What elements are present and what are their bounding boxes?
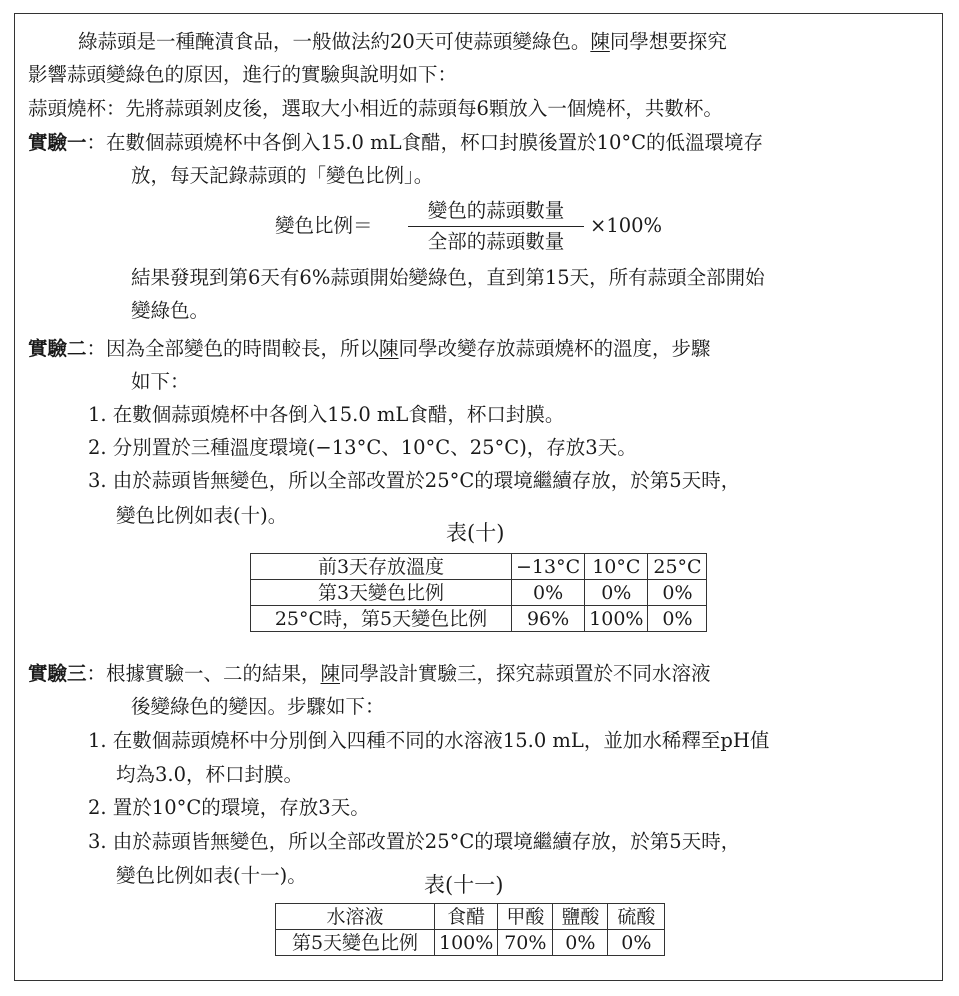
formula-lhs: 變色比例＝ (275, 214, 373, 237)
table-11-caption: 表(十一) (424, 873, 504, 897)
table-cell: 25°C時，第5天變色比例 (251, 606, 512, 632)
table-row (251, 606, 707, 632)
table-cell: 水溶液 (276, 904, 435, 930)
table-cell: 96% (512, 606, 585, 632)
exp2-label: 實驗二 (28, 337, 87, 360)
table-cell: 0% (585, 580, 648, 606)
table-cell: 0% (648, 606, 707, 632)
table-cell: 0% (648, 580, 707, 606)
table-row (276, 904, 665, 930)
exp1-line-2: 放，每天記錄蒜頭的「變色比例」。 (131, 164, 434, 187)
table-10 (250, 553, 707, 632)
exp3-line-1: 實驗三：根據實驗一、二的結果，陳同學設計實驗三，探究蒜頭置於不同水溶液 (28, 662, 711, 685)
formula-fraction (408, 198, 584, 255)
exp2-line-2: 如下： (131, 370, 190, 393)
table-10-caption: 表(十) (446, 521, 505, 545)
table-cell: 前3天存放溫度 (251, 554, 512, 580)
intro-line-2: 影響蒜頭變綠色的原因，進行的實驗與說明如下： (28, 63, 458, 86)
student-name: 陳 (590, 30, 610, 53)
table-cell: 食醋 (435, 904, 498, 930)
exp1-result-2: 變綠色。 (131, 299, 210, 322)
table-cell: 100% (585, 606, 648, 632)
table-row (251, 580, 707, 606)
table-cell: 硫酸 (608, 904, 665, 930)
table-cell: 0% (608, 930, 665, 956)
table-cell: −13°C (512, 554, 585, 580)
exp3-line-2: 後變綠色的變因。步驟如下： (131, 695, 385, 718)
exp3-label: 實驗三 (28, 662, 87, 685)
table-cell: 100% (435, 930, 498, 956)
table-cell: 0% (553, 930, 608, 956)
exp2-line-1: 實驗二：因為全部變色的時間較長，所以陳同學改變存放蒜頭燒杯的溫度，步驟 (28, 337, 711, 360)
exp3-step-1a: 1. 在數個蒜頭燒杯中分別倒入四種不同的水溶液15.0 mL，並加水稀釋至pH值 (88, 729, 770, 752)
table-cell: 第3天變色比例 (251, 580, 512, 606)
student-name: 陳 (379, 337, 399, 360)
table-cell: 第5天變色比例 (276, 930, 435, 956)
exp1-label: 實驗一 (28, 131, 87, 154)
intro-line-3: 蒜頭燒杯：先將蒜頭剝皮後，選取大小相近的蒜頭每6顆放入一個燒杯，共數杯。 (28, 97, 723, 120)
exp2-step-2: 2. 分別置於三種溫度環境(−13°C、10°C、25°C)，存放3天。 (88, 436, 637, 459)
intro-line-1: 綠蒜頭是一種醃漬食品，一般做法約20天可使蒜頭變綠色。陳同學想要探究 (78, 30, 727, 53)
exp1-line-1: 實驗一：在數個蒜頭燒杯中各倒入15.0 mL食醋，杯口封膜後置於10°C的低溫環境存 (28, 131, 764, 154)
exp1-result-1: 結果發現到第6天有6%蒜頭開始變綠色，直到第15天，所有蒜頭全部開始 (131, 266, 765, 289)
table-cell: 甲酸 (498, 904, 553, 930)
table-cell: 鹽酸 (553, 904, 608, 930)
exp2-step-1: 1. 在數個蒜頭燒杯中各倒入15.0 mL食醋，杯口封膜。 (88, 403, 565, 426)
formula-numerator: 變色的蒜頭數量 (408, 198, 584, 227)
exp3-step-3a: 3. 由於蒜頭皆無變色，所以全部改置於25°C的環境繼續存放，於第5天時， (88, 830, 741, 853)
table-cell: 25°C (648, 554, 707, 580)
table-cell: 0% (512, 580, 585, 606)
table-cell: 70% (498, 930, 553, 956)
formula-rhs: ×100% (590, 214, 663, 237)
table-row (251, 554, 707, 580)
table-cell: 10°C (585, 554, 648, 580)
student-name: 陳 (320, 662, 341, 685)
exp3-step-3b: 變色比例如表(十一)。 (116, 864, 307, 887)
exp3-step-2: 2. 置於10°C的環境，存放3天。 (88, 796, 370, 819)
table-11 (275, 903, 665, 956)
table-row (276, 930, 665, 956)
formula-denominator: 全部的蒜頭數量 (427, 230, 565, 253)
exp2-step-3a: 3. 由於蒜頭皆無變色，所以全部改置於25°C的環境繼續存放，於第5天時， (88, 469, 741, 492)
exp2-step-3b: 變色比例如表(十)。 (116, 504, 288, 527)
exp3-step-1b: 均為3.0，杯口封膜。 (116, 763, 304, 786)
